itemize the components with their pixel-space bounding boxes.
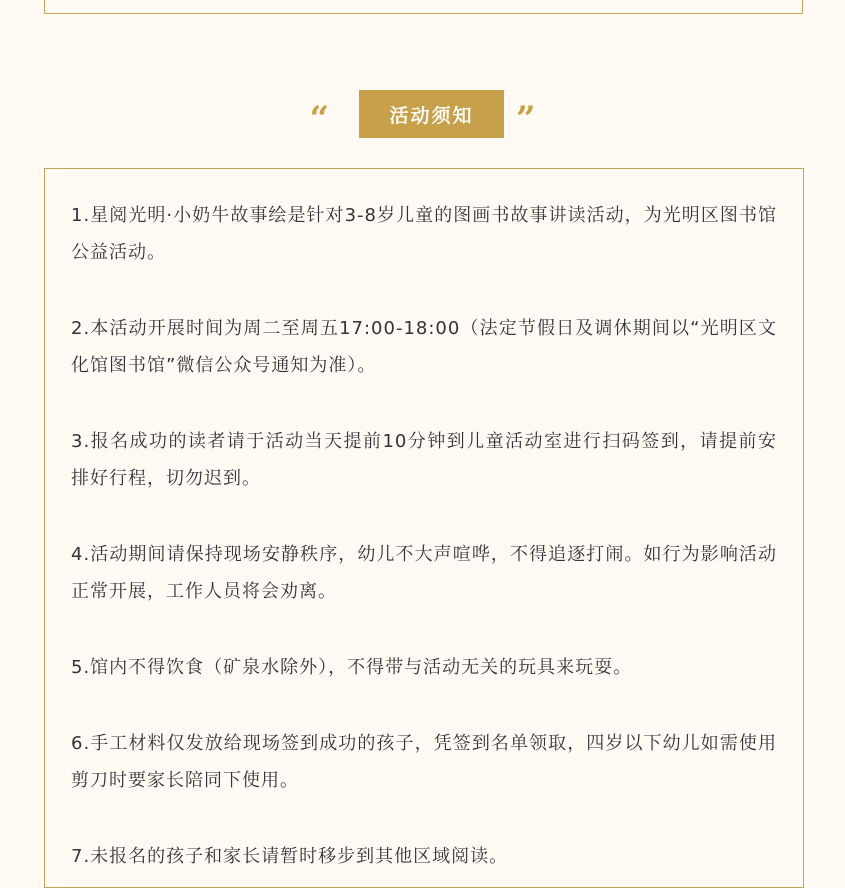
notice-item-4: 4.活动期间请保持现场安静秩序，幼儿不大声喧哗，不得追逐打闹。如行为影响活动正常开展，工作人员将会劝离。 (71, 544, 777, 602)
notice-item-5: 5.馆内不得饮食（矿泉水除外），不得带与活动无关的玩具来玩耍。 (71, 657, 633, 678)
close-quote-icon: ” (516, 99, 536, 139)
notice-item-6: 6.手工材料仅发放给现场签到成功的孩子，凭签到名单领取，四岁以下幼儿如需使用剪刀时要家长陪同下使用。 (71, 733, 777, 791)
section-title: 活动须知 (359, 90, 504, 138)
notice-item-2: 2.本活动开展时间为周二至周五17:00-18:00（法定节假日及调休期间以“光明区文化馆图书馆”微信公众号通知为准）。 (71, 318, 777, 376)
notice-item-3: 3.报名成功的读者请于活动当天提前10分钟到儿童活动室进行扫码签到，请提前安排好行程，切勿迟到。 (71, 431, 777, 489)
open-quote-icon: “ (309, 99, 329, 139)
notice-item-1: 1.星阅光明·小奶牛故事绘是针对3-8岁儿童的图画书故事讲读活动，为光明区图书馆公益活动。 (71, 205, 777, 263)
previous-section-box (44, 0, 803, 14)
notice-box (44, 168, 804, 888)
section-heading (0, 90, 845, 138)
notice-item-7: 7.未报名的孩子和家长请暂时移步到其他区域阅读。 (71, 846, 509, 867)
